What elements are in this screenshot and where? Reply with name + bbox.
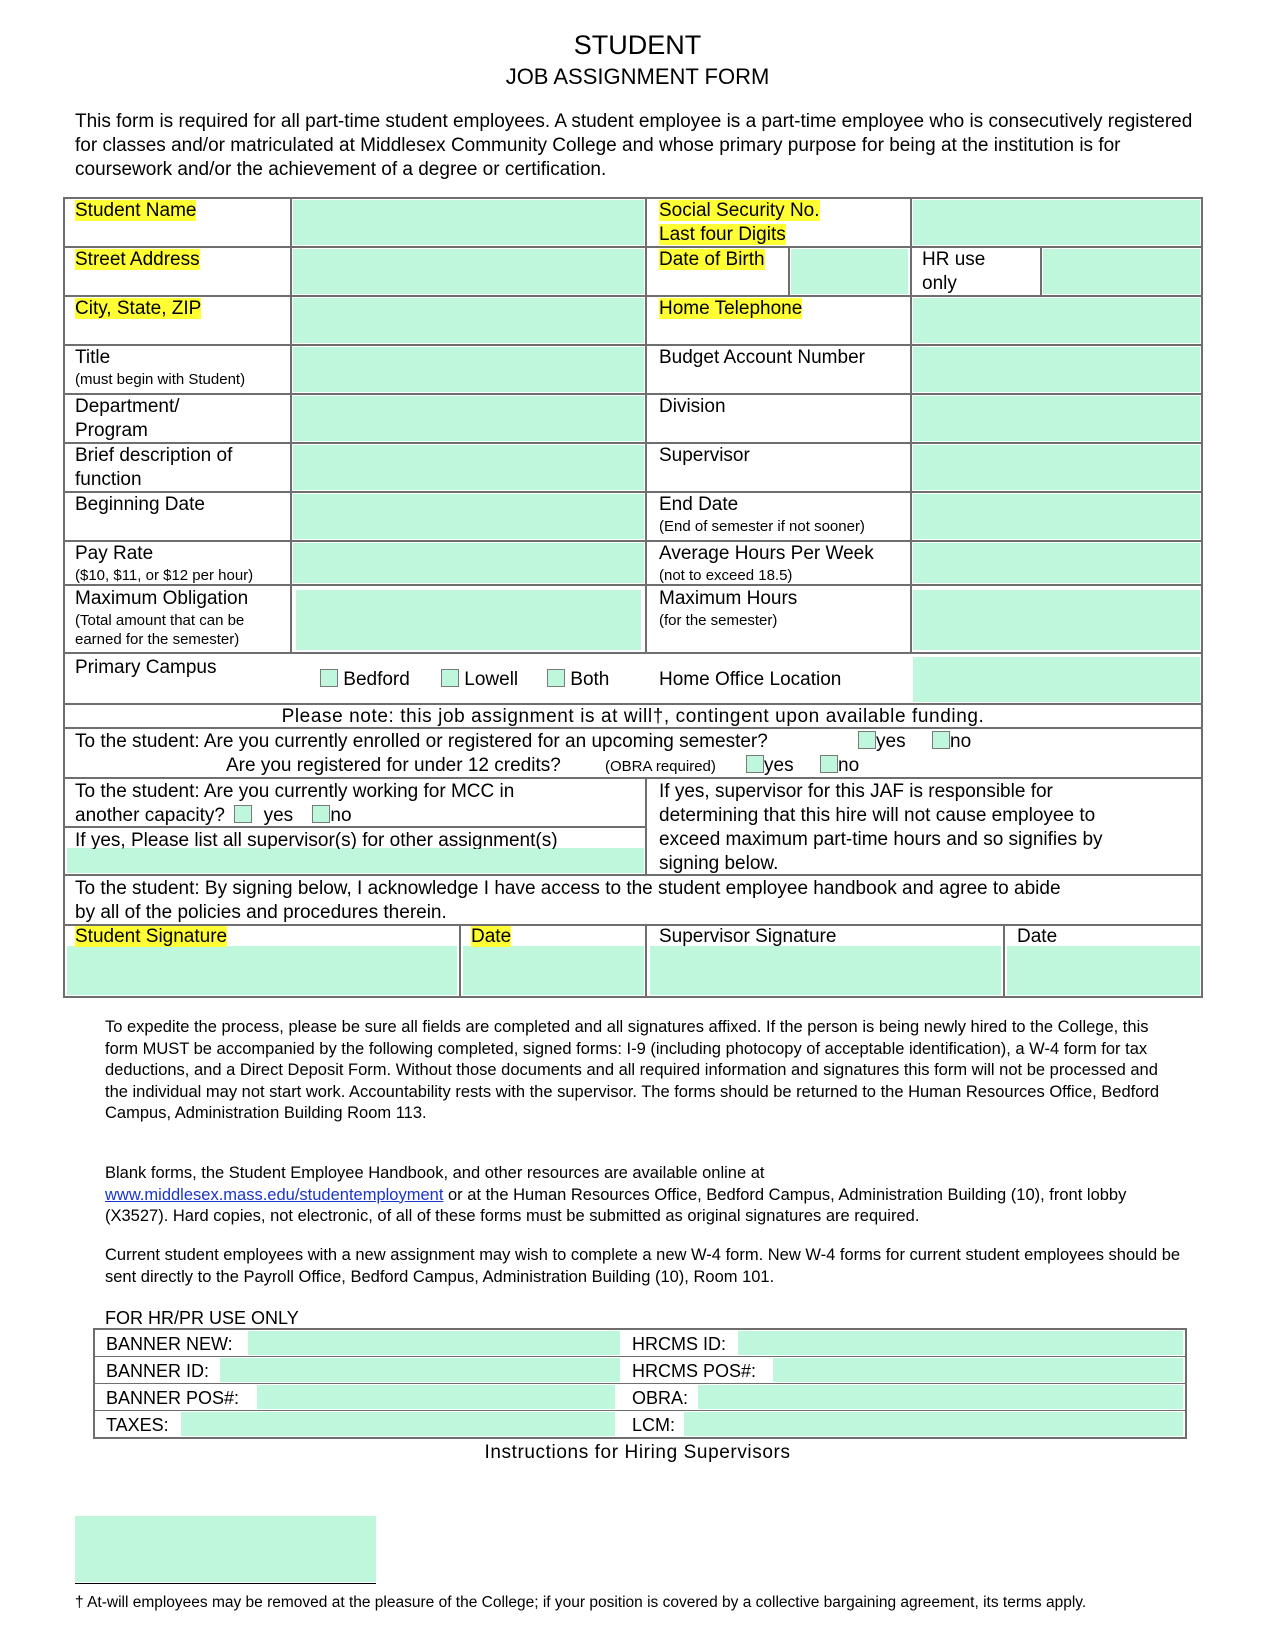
credits-question: Are you registered for under 12 credits? xyxy=(226,755,561,776)
pay-rate-field[interactable] xyxy=(293,543,644,583)
notes-paragraph-2-rest: or at the Human Resources Office, Bedford Campus, Administration Building (10), front lobby (X3527). Hard copies, not electronic, of all of these forms must be submitted as original signatures are required. xyxy=(105,1185,1127,1225)
notes-paragraph-3: Current student employees with a new assignment may wish to complete a new W-4 form. New W-4 forms for current student employees should be sent directly to the Payroll Office, Bedford Campus, Administration Building (10), Room 101. xyxy=(105,1246,1181,1286)
department-field[interactable] xyxy=(293,396,644,441)
avg-hours-note: (not to exceed 18.5) xyxy=(659,567,793,584)
supervisor-signature-label: Supervisor Signature xyxy=(659,926,837,946)
taxes-field[interactable] xyxy=(181,1412,615,1436)
ssn-label-2: Last four Digits xyxy=(659,224,786,245)
bedford-checkbox[interactable] xyxy=(320,669,338,687)
working-no-label: no xyxy=(330,805,352,826)
description-label: Brief description of xyxy=(75,445,233,466)
budget-account-field[interactable] xyxy=(913,347,1200,392)
credits-yes-checkbox[interactable] xyxy=(746,755,764,773)
supervisor-date-label: Date xyxy=(1017,926,1058,947)
hr-heading: FOR HR/PR USE ONLY xyxy=(105,1308,299,1328)
if-yes-note-2: determining that this hire will not cause employee to xyxy=(659,805,1096,826)
student-name-field[interactable] xyxy=(293,200,644,245)
both-label: Both xyxy=(570,669,610,690)
title-field[interactable] xyxy=(293,347,644,392)
description-label-2: function xyxy=(75,469,142,490)
banner-pos-label: BANNER POS#: xyxy=(106,1388,240,1408)
avg-hours-label: Average Hours Per Week xyxy=(659,543,874,564)
enrolled-question: To the student: Are you currently enrolled or registered for an upcoming semester? xyxy=(75,731,768,752)
avg-hours-field[interactable] xyxy=(913,543,1200,583)
home-telephone-label: Home Telephone xyxy=(659,298,803,319)
dob-field[interactable] xyxy=(791,249,908,294)
max-obligation-label: Maximum Obligation xyxy=(75,588,249,609)
working-question: To the student: Are you currently working for MCC in xyxy=(75,781,515,802)
footnote: † At-will employees may be removed at the pleasure of the College; if your position is covered by a collective bargaining agreement, its terms apply. xyxy=(75,1594,1087,1611)
if-yes-note-3: exceed maximum part-time hours and so signifies by xyxy=(659,829,1103,850)
notes-paragraph-1: To expedite the process, please be sure all fields are completed and all signatures affixed. If the person is being newly hired to the College, this form MUST be accompanied by the following completed, signed forms: I-9 (including photocopy of acceptable identification), a W-4 form for tax deductions, and a Direct Deposit Form. Without those documents and all required information and signatures this form will not be processed and the individual may not start work. Accountability rests with the supervisor. The forms should be returned to the Human Resources Office, Bedford Campus, Administration Building Room 113. xyxy=(105,1018,1160,1122)
supervisor-signature-field[interactable] xyxy=(650,946,1001,995)
enrolled-no-label: no xyxy=(950,731,972,752)
division-label: Division xyxy=(659,396,726,417)
notes-paragraph-2 xyxy=(105,1163,1185,1228)
end-date-note: (End of semester if not sooner) xyxy=(659,518,865,535)
department-label-2: Program xyxy=(75,420,148,441)
pay-rate-label: Pay Rate xyxy=(75,543,154,564)
banner-new-field[interactable] xyxy=(248,1331,620,1355)
dob-label: Date of Birth xyxy=(659,249,765,270)
lowell-checkbox[interactable] xyxy=(441,669,459,687)
ssn-field[interactable] xyxy=(913,200,1200,245)
supervisor-label: Supervisor xyxy=(659,445,750,466)
notes-paragraph-2-intro: Blank forms, the Student Employee Handbook, and other resources are available online at xyxy=(105,1164,765,1182)
form-subtitle: JOB ASSIGNMENT FORM xyxy=(505,64,770,89)
working-no-checkbox[interactable] xyxy=(312,805,330,823)
title-label: Title xyxy=(75,347,111,368)
hr-use-label-2: only xyxy=(922,273,957,294)
obra-field[interactable] xyxy=(698,1385,1183,1409)
taxes-label: TAXES: xyxy=(106,1415,169,1435)
max-hours-field[interactable] xyxy=(913,590,1200,650)
enrolled-yes-label: yes xyxy=(876,731,906,752)
credits-no-label: no xyxy=(838,755,860,776)
hr-use-label: HR use xyxy=(922,249,986,270)
obra-label: OBRA: xyxy=(632,1388,689,1408)
home-office-label: Home Office Location xyxy=(659,669,842,690)
working-question-2: another capacity? xyxy=(75,805,225,826)
lowell-label: Lowell xyxy=(464,669,519,690)
other-supervisors-field[interactable] xyxy=(67,848,644,873)
supervisor-date-field[interactable] xyxy=(1007,946,1200,995)
max-obligation-field[interactable] xyxy=(296,590,641,650)
enrolled-yes-checkbox[interactable] xyxy=(858,731,876,749)
primary-campus-label: Primary Campus xyxy=(75,657,217,678)
lcm-label: LCM: xyxy=(632,1415,676,1435)
obra-note: (OBRA required) xyxy=(605,758,716,775)
both-checkbox[interactable] xyxy=(547,669,565,687)
student-date-label: Date xyxy=(471,926,512,947)
beginning-date-field[interactable] xyxy=(293,494,644,539)
if-yes-note-4: signing below. xyxy=(659,853,779,874)
street-address-label: Street Address xyxy=(75,249,200,270)
enrolled-no-checkbox[interactable] xyxy=(932,731,950,749)
student-employment-link[interactable]: www.middlesex.mass.edu/studentemployment xyxy=(105,1185,444,1204)
max-obligation-note-2: earned for the semester) xyxy=(75,631,240,648)
ssn-label: Social Security No. xyxy=(659,200,820,221)
acknowledge-text-2: by all of the policies and procedures therein. xyxy=(75,902,447,923)
street-address-field[interactable] xyxy=(293,249,644,294)
acknowledge-text: To the student: By signing below, I acknowledge I have access to the student employee handbook and agree to abide xyxy=(75,878,1061,899)
home-telephone-field[interactable] xyxy=(913,298,1200,343)
end-date-field[interactable] xyxy=(913,494,1200,539)
budget-account-label: Budget Account Number xyxy=(659,347,865,368)
form-title: STUDENT xyxy=(573,30,702,60)
intro-paragraph: This form is required for all part-time student employees. A student employee is a part-time employee who is consecutively registered for classes and/or matriculated at Middlesex Community College and whose primary purpose for being at the institution is for coursework and/or the achievement of a degree or certification. xyxy=(75,111,1193,180)
pay-rate-note: ($10, $11, or $12 per hour) xyxy=(75,567,254,584)
student-date-field[interactable] xyxy=(463,946,644,995)
title-note: (must begin with Student) xyxy=(75,371,246,388)
division-field[interactable] xyxy=(913,396,1200,441)
student-signature-label: Student Signature xyxy=(75,926,228,947)
banner-id-label: BANNER ID: xyxy=(106,1361,210,1381)
student-name-label: Student Name xyxy=(75,200,197,221)
max-obligation-note-1: (Total amount that can be xyxy=(75,612,245,629)
beginning-date-label: Beginning Date xyxy=(75,494,205,515)
banner-new-label: BANNER NEW: xyxy=(106,1334,233,1354)
student-signature-field[interactable] xyxy=(67,946,457,995)
list-supervisors-label: If yes, Please list all supervisor(s) for other assignment(s) xyxy=(75,830,558,849)
department-label: Department/ xyxy=(75,396,180,417)
bedford-label: Bedford xyxy=(343,669,410,690)
banner-id-field[interactable] xyxy=(220,1358,620,1382)
city-state-zip-label: City, State, ZIP xyxy=(75,298,202,319)
city-state-zip-field[interactable] xyxy=(293,298,644,343)
credits-no-checkbox[interactable] xyxy=(820,755,838,773)
hrcms-pos-label: HRCMS POS#: xyxy=(632,1361,757,1381)
max-hours-note: (for the semester) xyxy=(659,612,778,629)
description-field[interactable] xyxy=(293,445,644,490)
working-yes-checkbox[interactable] xyxy=(234,805,252,823)
supervisor-field[interactable] xyxy=(913,445,1200,490)
if-yes-note-1: If yes, supervisor for this JAF is responsible for xyxy=(659,781,1053,802)
end-date-label: End Date xyxy=(659,494,739,515)
max-hours-label: Maximum Hours xyxy=(659,588,798,609)
banner-pos-field[interactable] xyxy=(257,1385,615,1409)
home-office-field[interactable] xyxy=(913,657,1200,702)
hrcms-id-field[interactable] xyxy=(738,1331,1183,1355)
working-yes-label: yes xyxy=(263,805,294,826)
hrcms-id-label: HRCMS ID: xyxy=(632,1334,726,1354)
bottom-field[interactable] xyxy=(75,1516,376,1582)
hr-use-field[interactable] xyxy=(1043,249,1200,294)
at-will-note: Please note: this job assignment is at will†, contingent upon available funding. xyxy=(281,706,985,727)
instructions-link[interactable]: Instructions for Hiring Supervisors xyxy=(484,1442,791,1463)
hrcms-pos-field[interactable] xyxy=(773,1358,1183,1382)
credits-yes-label: yes xyxy=(764,755,794,776)
lcm-field[interactable] xyxy=(684,1412,1183,1436)
